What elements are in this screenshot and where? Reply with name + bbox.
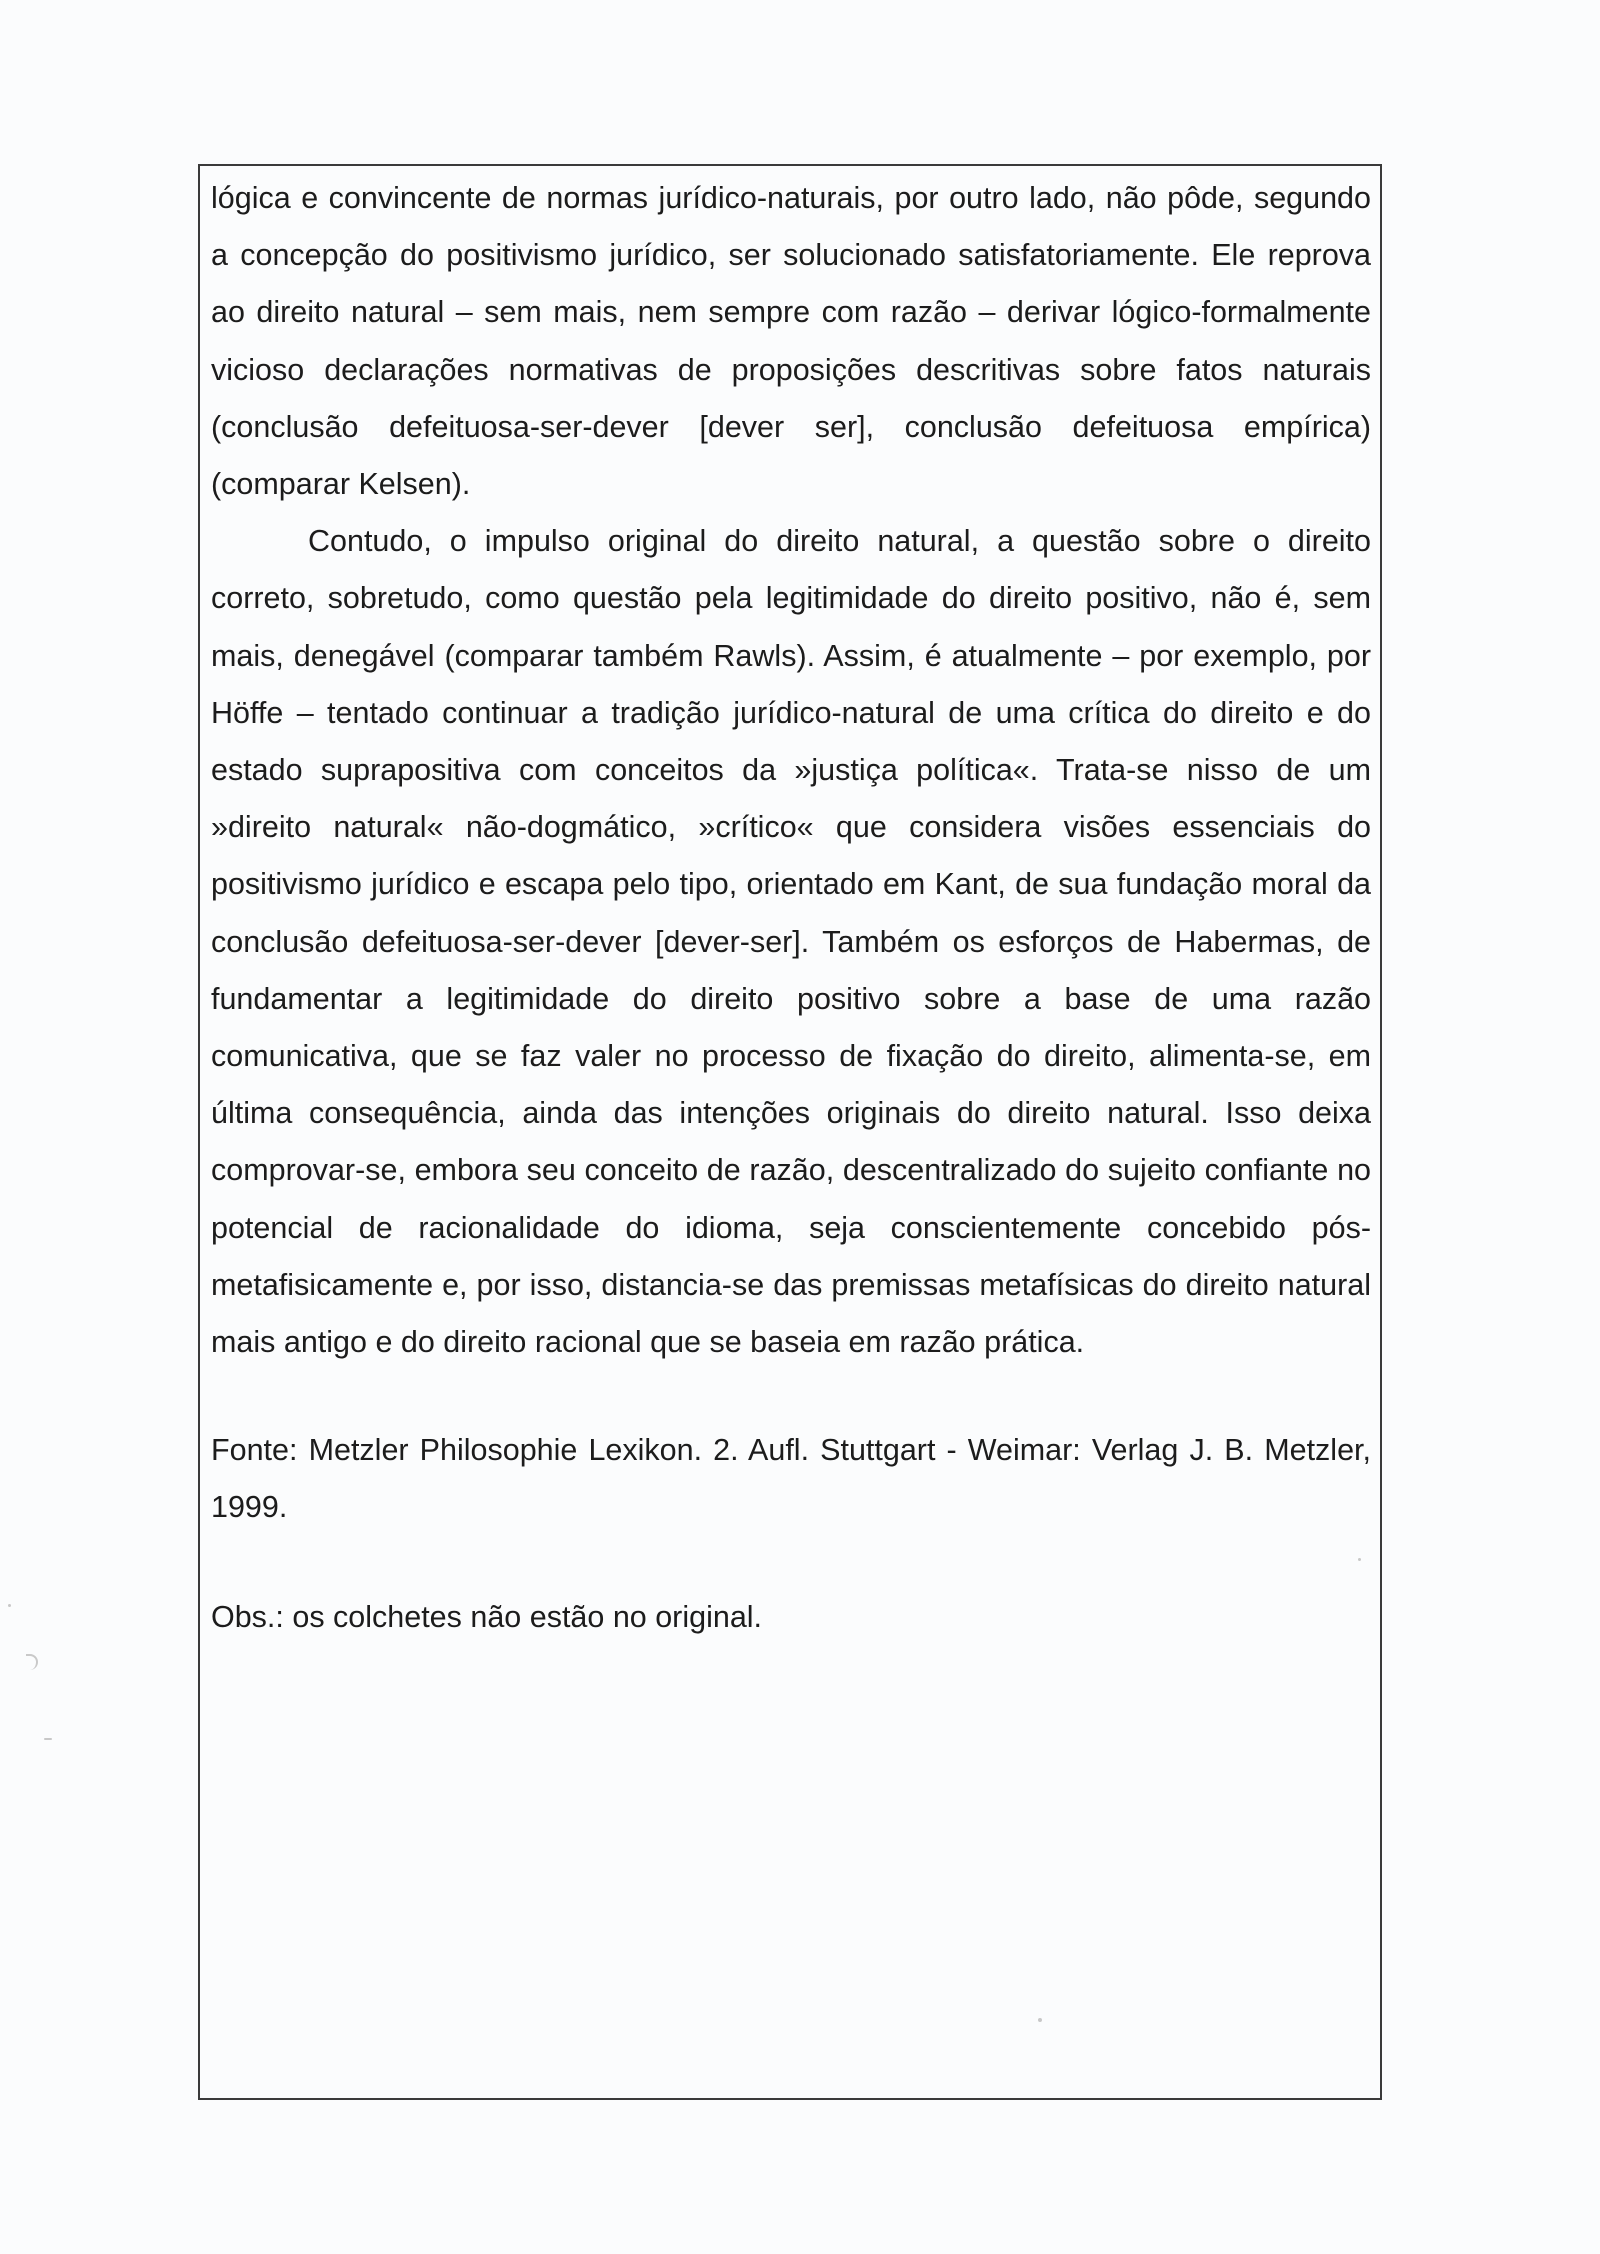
editor-note: Obs.: os colchetes não estão no original. (211, 1599, 763, 1634)
paragraph-2: Contudo, o impulso original do direito natural, a questão sobre o direito correto, sobretudo, como questão pela legitimidade do direito positivo, não é, sem mais, denegável (comparar também Rawls). Assim, é atualmente – por exemplo, por Höffe – tentado continuar a tradição jurídico-natural de uma crítica do direito e do estado suprapositiva com conceitos da »justiça política«. Trata-se nisso de um »direito natural« não-dogmático, »crítico« que considera visões essenciais do positivismo jurídico e escapa pelo tipo, orientado em Kant, de sua fundação moral da conclusão defeituosa-ser-dever [dever-ser]. Também os esforços de Habermas, de fundamentar a legitimidade do direito positivo sobre a base de uma razão comunicativa, que se faz valer no processo de fixação do direito, alimenta-se, em última consequência, ainda das intenções originais do direito natural. Isso deixa comprovar-se, embora seu conceito de razão, descentralizado do sujeito confiante no potencial de racionalidade do idioma, seja conscientemente concebido pós-metafisicamente e, por isso, distancia-se das premissas metafísicas do direito natural mais antigo e do direito racional que se baseia em razão prática. (211, 524, 1371, 1360)
scan-speck (26, 1654, 38, 1670)
document-frame (198, 164, 1382, 2100)
scan-speck (44, 1738, 52, 1740)
source-citation: Fonte: Metzler Philosophie Lexikon. 2. Aufl. Stuttgart - Weimar: Verlag J. B. Metzler, 1999. (211, 1433, 1371, 1525)
scan-speck (1038, 2018, 1042, 2022)
scan-speck (8, 1604, 11, 1607)
scan-speck (1358, 1558, 1361, 1561)
document-body (211, 166, 1371, 1646)
paragraph-1: lógica e convincente de normas jurídico-naturais, por outro lado, não pôde, segundo a concepção do positivismo jurídico, ser solucionado satisfatoriamente. Ele reprova ao direito natural – sem mais, nem sempre com razão – derivar lógico-formalmente vicioso declarações normativas de proposições descritivas sobre fatos naturais (conclusão defeituosa-ser-dever [dever ser], conclusão defeituosa empírica) (comparar Kelsen). (211, 181, 1371, 502)
